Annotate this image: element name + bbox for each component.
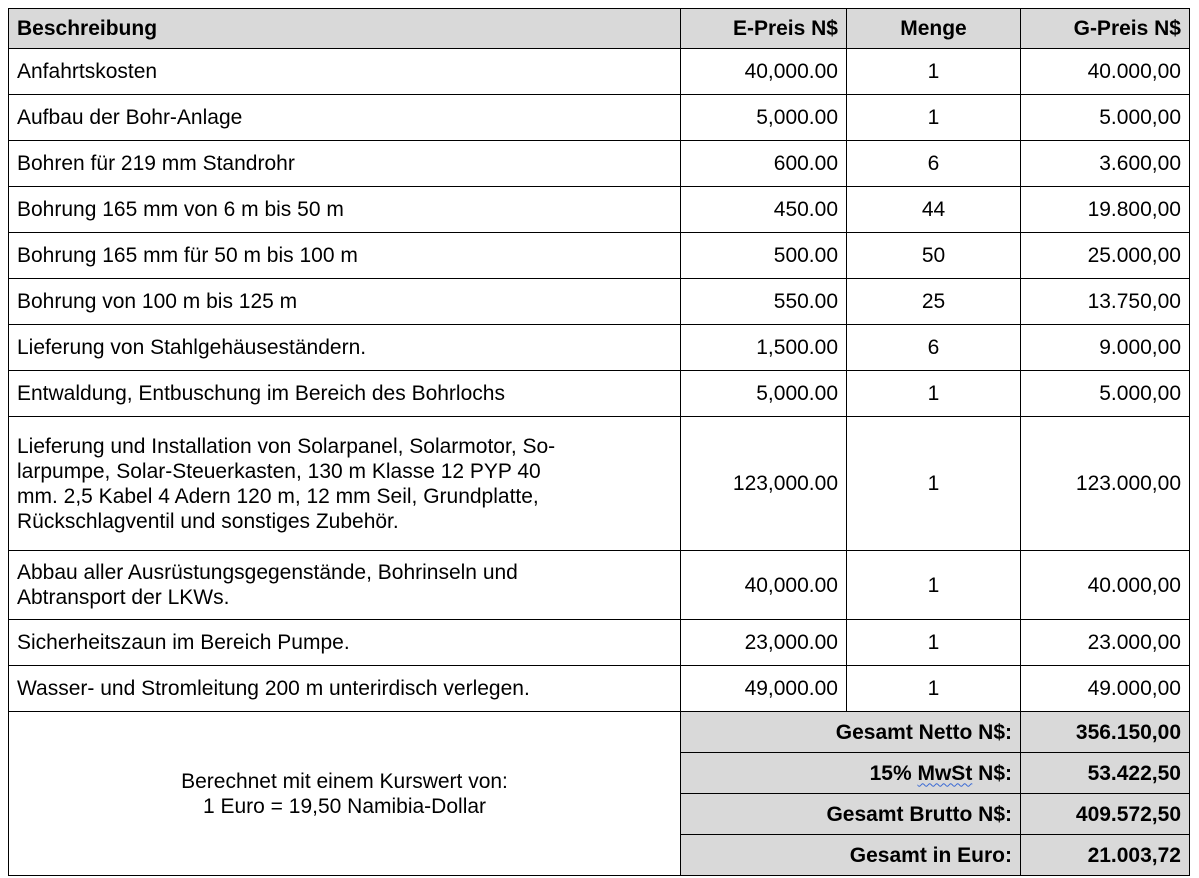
table-row bbox=[9, 49, 1190, 95]
header-total-price: G-Preis N$ bbox=[1021, 9, 1190, 49]
row-quantity: 1 bbox=[847, 417, 1021, 551]
table-row bbox=[9, 325, 1190, 371]
row-total-price: 3.600,00 bbox=[1021, 141, 1190, 187]
vat-label bbox=[681, 753, 1021, 794]
table-row bbox=[9, 666, 1190, 712]
table-row bbox=[9, 95, 1190, 141]
invoice-table bbox=[8, 8, 1190, 876]
table-row bbox=[9, 417, 1190, 551]
row-description: Wasser- und Stromleitung 200 m unterirdisch verlegen. bbox=[9, 666, 681, 712]
row-description: Aufbau der Bohr-Anlage bbox=[9, 95, 681, 141]
row-unit-price: 550.00 bbox=[681, 279, 847, 325]
header-unit-price: E-Preis N$ bbox=[681, 9, 847, 49]
row-total-price: 123.000,00 bbox=[1021, 417, 1190, 551]
row-description bbox=[9, 551, 681, 620]
row-quantity: 1 bbox=[847, 371, 1021, 417]
table-row bbox=[9, 620, 1190, 666]
row-description: Bohrung 165 mm von 6 m bis 50 m bbox=[9, 187, 681, 233]
description-line: Rückschlagventil und sonstiges Zubehör. bbox=[17, 509, 399, 533]
vat-value: 53.422,50 bbox=[1021, 753, 1190, 794]
summary-row-net bbox=[9, 712, 1190, 753]
row-quantity: 6 bbox=[847, 141, 1021, 187]
row-unit-price: 1,500.00 bbox=[681, 325, 847, 371]
euro-total-label: Gesamt in Euro: bbox=[681, 835, 1021, 876]
description-line: mm. 2,5 Kabel 4 Adern 120 m, 12 mm Seil, Grundplatte, bbox=[17, 484, 539, 508]
description-line: Abbau aller Ausrüstungsgegenstände, Bohrinseln und bbox=[17, 561, 518, 584]
row-quantity: 1 bbox=[847, 49, 1021, 95]
header-quantity: Menge bbox=[847, 9, 1021, 49]
row-description: Lieferung von Stahlgehäuseständern. bbox=[9, 325, 681, 371]
description-line: larpumpe, Solar-Steuerkasten, 130 m Klasse 12 PYP 40 bbox=[17, 459, 541, 483]
gross-total-label: Gesamt Brutto N$: bbox=[681, 794, 1021, 835]
exchange-rate-line: Berechnet mit einem Kurswert von: bbox=[181, 769, 508, 793]
row-total-price: 25.000,00 bbox=[1021, 233, 1190, 279]
row-total-price: 5.000,00 bbox=[1021, 371, 1190, 417]
row-unit-price: 5,000.00 bbox=[681, 371, 847, 417]
row-unit-price: 40,000.00 bbox=[681, 49, 847, 95]
row-description: Entwaldung, Entbuschung im Bereich des Bohrlochs bbox=[9, 371, 681, 417]
header-row bbox=[9, 9, 1190, 49]
net-total-label: Gesamt Netto N$: bbox=[681, 712, 1021, 753]
row-unit-price: 40,000.00 bbox=[681, 551, 847, 620]
row-total-price: 49.000,00 bbox=[1021, 666, 1190, 712]
row-description bbox=[9, 417, 681, 551]
row-description: Bohren für 219 mm Standrohr bbox=[9, 141, 681, 187]
euro-total-value: 21.003,72 bbox=[1021, 835, 1190, 876]
row-unit-price: 450.00 bbox=[681, 187, 847, 233]
row-quantity: 1 bbox=[847, 666, 1021, 712]
row-unit-price: 5,000.00 bbox=[681, 95, 847, 141]
vat-label-suffix: N$: bbox=[972, 761, 1012, 785]
gross-total-value: 409.572,50 bbox=[1021, 794, 1190, 835]
table-row bbox=[9, 187, 1190, 233]
row-total-price: 19.800,00 bbox=[1021, 187, 1190, 233]
row-quantity: 44 bbox=[847, 187, 1021, 233]
row-unit-price: 49,000.00 bbox=[681, 666, 847, 712]
exchange-rate-value: 1 Euro = 19,50 Namibia-Dollar bbox=[202, 794, 487, 818]
row-unit-price: 500.00 bbox=[681, 233, 847, 279]
row-description: Bohrung von 100 m bis 125 m bbox=[9, 279, 681, 325]
row-total-price: 13.750,00 bbox=[1021, 279, 1190, 325]
description-line: Lieferung und Installation von Solarpanel, Solarmotor, So- bbox=[17, 434, 556, 458]
row-unit-price: 600.00 bbox=[681, 141, 847, 187]
row-quantity: 6 bbox=[847, 325, 1021, 371]
header-description: Beschreibung bbox=[9, 9, 681, 49]
table-row bbox=[9, 141, 1190, 187]
row-quantity: 1 bbox=[847, 95, 1021, 141]
row-total-price: 40.000,00 bbox=[1021, 551, 1190, 620]
row-description: Bohrung 165 mm für 50 m bis 100 m bbox=[9, 233, 681, 279]
row-quantity: 25 bbox=[847, 279, 1021, 325]
row-quantity: 1 bbox=[847, 620, 1021, 666]
table-row bbox=[9, 371, 1190, 417]
row-total-price: 40.000,00 bbox=[1021, 49, 1190, 95]
row-quantity: 1 bbox=[847, 551, 1021, 620]
row-unit-price: 123,000.00 bbox=[681, 417, 847, 551]
table-row bbox=[9, 233, 1190, 279]
vat-label-prefix: 15% bbox=[869, 761, 918, 785]
net-total-value: 356.150,00 bbox=[1021, 712, 1190, 753]
exchange-rate-note bbox=[9, 712, 681, 876]
vat-label-word: MwSt bbox=[917, 761, 973, 785]
row-unit-price: 23,000.00 bbox=[681, 620, 847, 666]
row-description: Sicherheitszaun im Bereich Pumpe. bbox=[9, 620, 681, 666]
table-row bbox=[9, 551, 1190, 620]
table-row bbox=[9, 279, 1190, 325]
row-quantity: 50 bbox=[847, 233, 1021, 279]
row-total-price: 23.000,00 bbox=[1021, 620, 1190, 666]
row-description: Anfahrtskosten bbox=[9, 49, 681, 95]
row-total-price: 5.000,00 bbox=[1021, 95, 1190, 141]
description-line: Abtransport der LKWs. bbox=[17, 586, 230, 609]
row-total-price: 9.000,00 bbox=[1021, 325, 1190, 371]
